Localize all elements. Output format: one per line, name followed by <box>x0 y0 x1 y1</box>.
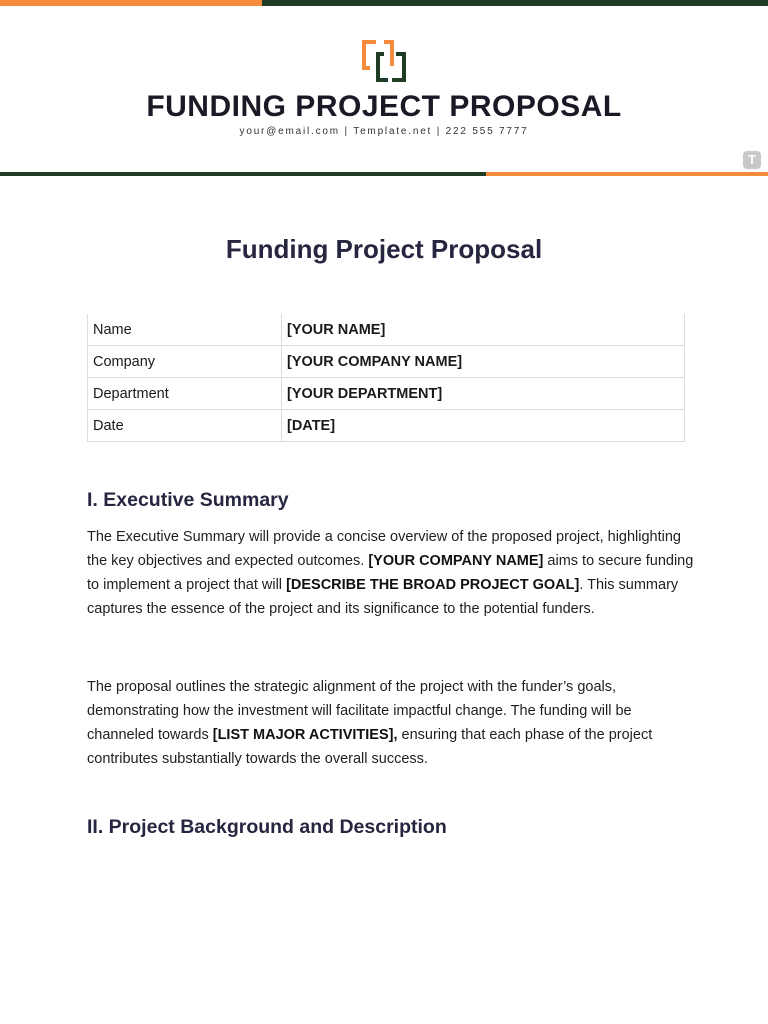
row-label: Department <box>88 378 282 410</box>
row-value: [YOUR COMPANY NAME] <box>282 346 685 378</box>
text-run: aims to secure funding to implement a project that will <box>87 553 694 593</box>
executive-summary-paragraph-1 <box>87 525 697 621</box>
table-row <box>88 410 685 442</box>
executive-summary-paragraph-2 <box>87 675 697 771</box>
row-label: Company <box>88 346 282 378</box>
section-heading-executive-summary: I. Executive Summary <box>87 489 289 511</box>
placeholder-project-goal: [DESCRIBE THE BROAD PROJECT GOAL] <box>286 577 580 593</box>
document-title: Funding Project Proposal <box>225 234 543 264</box>
placeholder-company-name: [YOUR COMPANY NAME] <box>368 553 544 569</box>
text-run: The Executive Summary will provide a concise overview of the proposed project, highlighting the key objectives and expected outcomes. <box>87 529 681 569</box>
text-run: . This summary captures the essence of the project and its significance to the potential funders. <box>87 577 679 617</box>
text-run: The proposal outlines the strategic alignment of the project with the funder’s goals, demonstrating how the investment will facilitate impactful change. The funding will be channeled towards <box>87 679 632 743</box>
text-run: ensuring that each phase of the project contributes substantially towards the overall success. <box>87 727 653 767</box>
row-label: Name <box>88 314 282 346</box>
row-label: Date <box>88 410 282 442</box>
bracket-logo-icon <box>362 40 408 82</box>
divider-green <box>0 172 486 176</box>
placeholder-major-activities: [LIST MAJOR ACTIVITIES], <box>212 727 398 743</box>
template-badge-icon: T <box>743 151 761 169</box>
header-contact: your@email.com | Template.net | 222 555 7777 <box>239 126 529 137</box>
row-value: [YOUR NAME] <box>282 314 685 346</box>
table-row <box>88 378 685 410</box>
row-value: [DATE] <box>282 410 685 442</box>
header-title: FUNDING PROJECT PROPOSAL <box>146 90 622 123</box>
table-row <box>88 314 685 346</box>
row-value: [YOUR DEPARTMENT] <box>282 378 685 410</box>
top-accent-green <box>262 0 768 6</box>
table-row <box>88 346 685 378</box>
divider-orange <box>486 172 768 176</box>
info-table <box>87 314 685 442</box>
section-heading-project-background: II. Project Background and Description <box>87 816 447 838</box>
top-accent-orange <box>0 0 262 6</box>
